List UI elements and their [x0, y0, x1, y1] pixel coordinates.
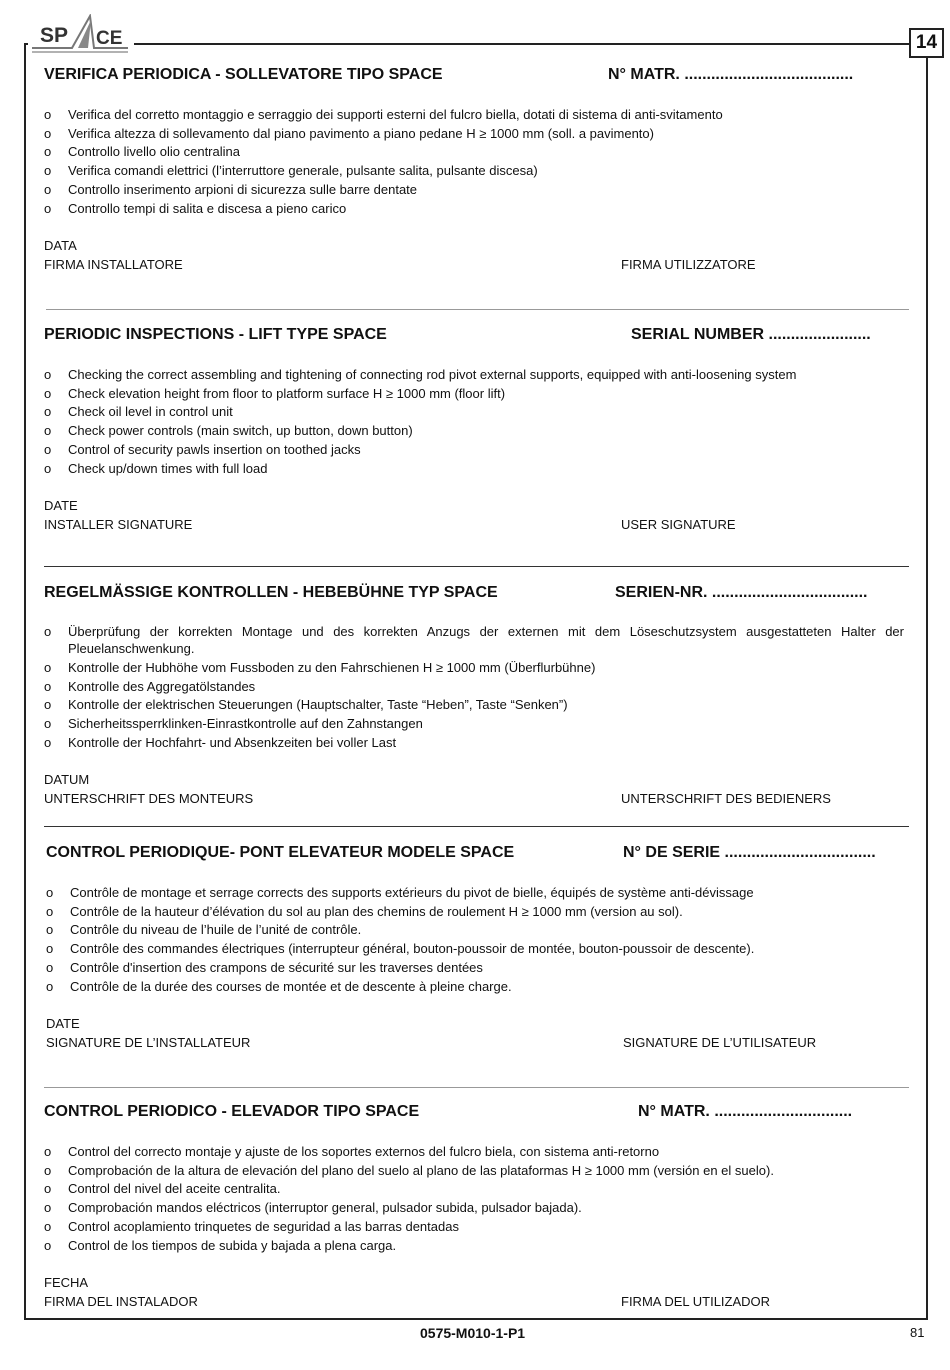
checklist — [44, 624, 904, 753]
bullet: o — [44, 144, 52, 160]
list-item: o Control de los tiempos de subida y bajada a plena carga. — [44, 1237, 904, 1256]
user-signature-label: FIRMA DEL UTILIZADOR — [621, 1294, 771, 1309]
bullet: o — [44, 423, 52, 439]
section-divider — [46, 309, 909, 310]
bullet: o — [44, 107, 52, 122]
list-item: o Contrôle de la hauteur d’élévation du sol au plan des chemins de roulement H ≥ 1000 mm (version au sol). — [46, 903, 906, 922]
bullet: o — [44, 1181, 52, 1197]
bullet: o — [44, 181, 52, 197]
bullet: o — [46, 903, 54, 919]
list-item: o Controllo livello olio centralina — [44, 143, 904, 162]
list-item: o Control del nivel del aceite centralita. — [44, 1180, 904, 1199]
list-item: o Check up/down times with full load — [44, 460, 904, 479]
bullet: o — [44, 404, 52, 420]
list-item: o Überprüfung der korrekten Montage und des korrekten Anzugs der externen mit dem Löseschutzsystem ausgestatteten Halter der Pleuelanschwenkung. — [44, 624, 904, 656]
list-item: o Contrôle d'insertion des crampons de sécurité sur les traverses dentées — [46, 959, 906, 978]
installer-signature-label: INSTALLER SIGNATURE — [44, 517, 193, 532]
bullet: o — [46, 959, 54, 975]
list-item: o Sicherheitssperrklinken-Einrastkontrolle auf den Zahnstangen — [44, 715, 904, 734]
bullet: o — [44, 367, 52, 382]
bullet: o — [44, 1237, 52, 1253]
bullet: o — [44, 716, 52, 732]
list-item: o Contrôle du niveau de l’huile de l’unité de contrôle. — [46, 921, 906, 940]
section-title: CONTROL PERIODICO - ELEVADOR TIPO SPACE — [44, 1103, 420, 1120]
user-signature-label: FIRMA UTILIZZATORE — [621, 257, 756, 272]
space-logo-icon — [28, 14, 134, 58]
list-item: o Comprobación mandos eléctricos (interruptor general, pulsador subida, pulsador bajada). — [44, 1199, 904, 1218]
user-signature-label: SIGNATURE DE L’UTILISATEUR — [623, 1035, 817, 1050]
installer-signature-label: SIGNATURE DE L’INSTALLATEUR — [46, 1035, 251, 1050]
serial-number-field: SERIAL NUMBER ....................... — [631, 326, 871, 343]
list-item: o Check oil level in control unit — [44, 403, 904, 422]
serial-number-field: N° DE SERIE .................................. — [623, 844, 876, 861]
page-section-tab: 14 — [909, 28, 944, 58]
serial-number-field: N° MATR. ............................... — [638, 1103, 853, 1120]
list-item: o Kontrolle der Hubhöhe vom Fussboden zu den Fahrschienen H ≥ 1000 mm (Überflurbühne) — [44, 659, 904, 678]
bullet: o — [44, 678, 52, 694]
list-item: o Contrôle de la durée des courses de montée et de descente à pleine charge. — [46, 978, 906, 997]
bullet: o — [44, 441, 52, 457]
page-number: 81 — [910, 1325, 925, 1340]
logo-text-ce: CE — [96, 28, 123, 49]
list-item: o Control of security pawls insertion on toothed jacks — [44, 441, 904, 460]
serial-number-field: SERIEN-NR. ................................... — [615, 584, 868, 601]
installer-signature-label: FIRMA INSTALLATORE — [44, 257, 183, 272]
bullet: o — [44, 163, 52, 179]
document-code: 0575-M010-1-P1 — [420, 1325, 526, 1341]
list-item: o Verifica comandi elettrici (l’interruttore generale, pulsante salita, pulsante discesa) — [44, 162, 904, 181]
section-title: CONTROL PERIODIQUE- PONT ELEVATEUR MODELE SPACE — [46, 844, 515, 861]
bullet: o — [44, 1144, 52, 1159]
installer-signature-label: UNTERSCHRIFT DES MONTEURS — [44, 791, 254, 806]
list-item: o Controllo inserimento arpioni di sicurezza sulle barre dentate — [44, 181, 904, 200]
bullet: o — [44, 734, 52, 750]
section-title: VERIFICA PERIODICA - SOLLEVATORE TIPO SPACE — [44, 66, 443, 83]
bullet: o — [46, 922, 54, 938]
list-item: o Checking the correct assembling and tightening of connecting rod pivot external supports, equipped with anti-loosening system — [44, 366, 904, 385]
section-title: PERIODIC INSPECTIONS - LIFT TYPE SPACE — [44, 326, 387, 343]
date-label: FECHA — [44, 1275, 89, 1290]
list-item: o Check power controls (main switch, up button, down button) — [44, 422, 904, 441]
section-title: REGELMÄSSIGE KONTROLLEN - HEBEBÜHNE TYP SPACE — [44, 584, 498, 601]
date-label: DATE — [44, 498, 78, 513]
list-item: o Check elevation height from floor to platform surface H ≥ 1000 mm (floor lift) — [44, 385, 904, 404]
user-signature-label: USER SIGNATURE — [621, 517, 736, 532]
bullet: o — [44, 1218, 52, 1234]
bullet: o — [44, 1200, 52, 1216]
bullet: o — [46, 941, 54, 957]
section-divider — [44, 826, 909, 827]
bullet: o — [44, 624, 52, 639]
checklist — [44, 366, 904, 478]
list-item: o Controllo tempi di salita e discesa a pieno carico — [44, 200, 904, 219]
section-divider — [44, 566, 909, 567]
date-label: DATE — [46, 1016, 80, 1031]
bullet: o — [46, 885, 54, 900]
bullet: o — [44, 385, 52, 401]
bullet: o — [44, 200, 52, 216]
list-item: o Contrôle des commandes électriques (interrupteur général, bouton-poussoir de montée, bouton-poussoir de descente). — [46, 940, 906, 959]
bullet: o — [44, 460, 52, 476]
bullet: o — [44, 660, 52, 675]
date-label: DATUM — [44, 772, 90, 787]
checklist — [44, 106, 904, 218]
list-item: o Contrôle de montage et serrage corrects des supports extérieurs du pivot de bielle, équipés de système anti-dévissage — [46, 884, 906, 903]
list-item: o Comprobación de la altura de elevación del plano del suelo al plano de las plataformas H ≥ 1000 mm (versión en el suelo). — [44, 1162, 904, 1181]
checklist — [46, 884, 906, 996]
list-item: o Verifica altezza di sollevamento dal piano pavimento a piano pedane H ≥ 1000 mm (soll. a pavimento) — [44, 125, 904, 144]
checklist — [44, 1143, 904, 1255]
list-item: o Kontrolle des Aggregatölstandes — [44, 678, 904, 697]
bullet: o — [44, 125, 52, 141]
user-signature-label: UNTERSCHRIFT DES BEDIENERS — [621, 791, 831, 806]
bullet: o — [44, 697, 52, 713]
logo-text-sp: SP — [40, 24, 69, 47]
serial-number-field: N° MATR. ...................................... — [608, 66, 854, 83]
list-item: o Kontrolle der Hochfahrt- und Absenkzeiten bei voller Last — [44, 734, 904, 753]
list-item: o Control acoplamiento trinquetes de seguridad a las barras dentadas — [44, 1218, 904, 1237]
section-divider — [44, 1087, 909, 1088]
list-item: o Verifica del corretto montaggio e serraggio dei supporti esterni del fulcro biella, dotati di sistema di anti-svitamento — [44, 106, 904, 125]
bullet: o — [44, 1162, 52, 1178]
date-label: DATA — [44, 238, 77, 253]
bullet: o — [46, 978, 54, 994]
list-item: o Kontrolle der elektrischen Steuerungen (Hauptschalter, Taste “Heben”, Taste “Senken”) — [44, 696, 904, 715]
list-item: o Control del correcto montaje y ajuste de los soportes externos del fulcro biela, con sistema anti-retorno — [44, 1143, 904, 1162]
installer-signature-label: FIRMA DEL INSTALADOR — [44, 1294, 198, 1309]
